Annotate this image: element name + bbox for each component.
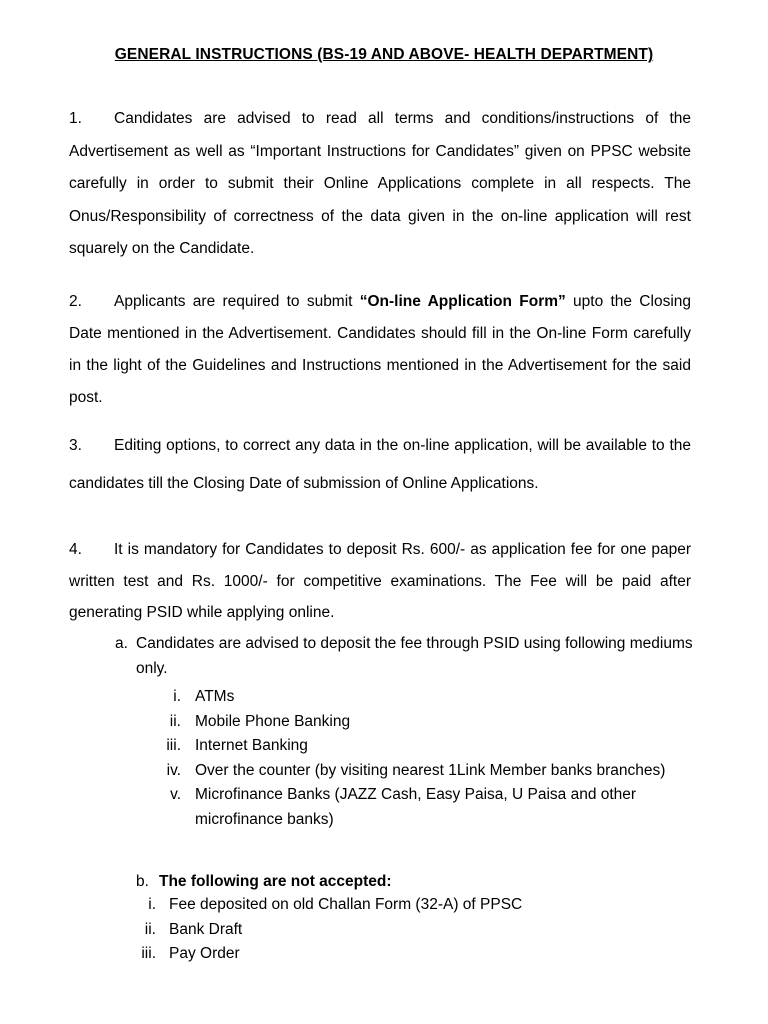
- paragraph-number: 2.: [69, 293, 82, 310]
- list-item: [112, 942, 632, 967]
- paragraph-4: [69, 534, 691, 629]
- paragraph-text: Editing options, to correct any data in the on-line application, will be available to the candidates till the Closing Date of submission of Online Applications.: [69, 437, 691, 492]
- list-item-text: Bank Draft: [169, 920, 243, 938]
- list-item-number: iv.: [166, 761, 181, 779]
- list-item-number: iii.: [166, 737, 181, 754]
- paragraph-number: 4.: [69, 541, 82, 558]
- payment-mediums-list: [140, 685, 680, 832]
- sub-item-text: The following are not accepted:: [159, 873, 392, 890]
- list-item-text: Internet Banking: [195, 737, 308, 754]
- list-item-text: Mobile Phone Banking: [195, 712, 351, 730]
- paragraph-1: [69, 103, 691, 266]
- list-item: [140, 759, 680, 784]
- list-item-number: iii.: [141, 945, 156, 962]
- paragraph-number: 3.: [69, 437, 82, 454]
- sub-item-label: b.: [136, 873, 149, 890]
- list-item-text: Microfinance Banks (JAZZ Cash, Easy Paisa, U Paisa and other microfinance banks): [195, 786, 637, 828]
- sub-item-b: [136, 870, 392, 894]
- list-item-text: ATMs: [195, 688, 235, 705]
- list-item-number: v.: [170, 786, 181, 803]
- list-item: [140, 783, 680, 832]
- document-title: GENERAL INSTRUCTIONS (BS-19 AND ABOVE- HEALTH DEPARTMENT): [114, 46, 654, 63]
- paragraph-bold-text: “On-line Application Form”: [359, 293, 566, 310]
- list-item-text: Pay Order: [169, 945, 240, 962]
- list-item-number: ii.: [169, 712, 181, 730]
- paragraph-number: 1.: [69, 110, 82, 127]
- sub-item-label: a.: [115, 635, 128, 652]
- paragraph-text: Applicants are required to submit: [114, 293, 360, 310]
- list-item: [112, 893, 632, 918]
- list-item-text: Fee deposited on old Challan Form (32-A) of PPSC: [169, 896, 523, 913]
- list-item-number: i.: [148, 896, 156, 913]
- paragraph-3: [69, 427, 691, 502]
- sub-item-a: [115, 631, 705, 681]
- list-item-number: i.: [173, 688, 181, 705]
- paragraph-text: It is mandatory for Candidates to deposit Rs. 600/- as application fee for one paper written test and Rs. 1000/- for competitive examinations. The Fee will be paid after generating PSID while applying online.: [69, 541, 691, 621]
- paragraph-text: upto the Closing Date mentioned in the Advertisement. Candidates should fill in the On-line Form carefully in the light of the Guidelines and Instructions mentioned in the Advertisement for the said post.: [69, 293, 692, 406]
- list-item-number: ii.: [144, 920, 156, 938]
- list-item: [140, 710, 680, 735]
- paragraph-2: [69, 286, 691, 414]
- sub-item-text: Candidates are advised to deposit the fee through PSID using following mediums only.: [136, 635, 693, 677]
- list-item-text: Over the counter (by visiting nearest 1Link Member banks branches): [195, 761, 666, 779]
- list-item: [140, 734, 680, 759]
- not-accepted-list: [112, 893, 632, 967]
- list-item: [112, 918, 632, 943]
- paragraph-text: Candidates are advised to read all terms and conditions/instructions of the Advertisement as well as “Important Instructions for Candidates” given on PPSC website carefully in order to submit their Online Applications complete in all respects. The Onus/Responsibility of correctness of the data given in the on-line application will rest squarely on the Candidate.: [69, 110, 691, 257]
- list-item: [140, 685, 680, 710]
